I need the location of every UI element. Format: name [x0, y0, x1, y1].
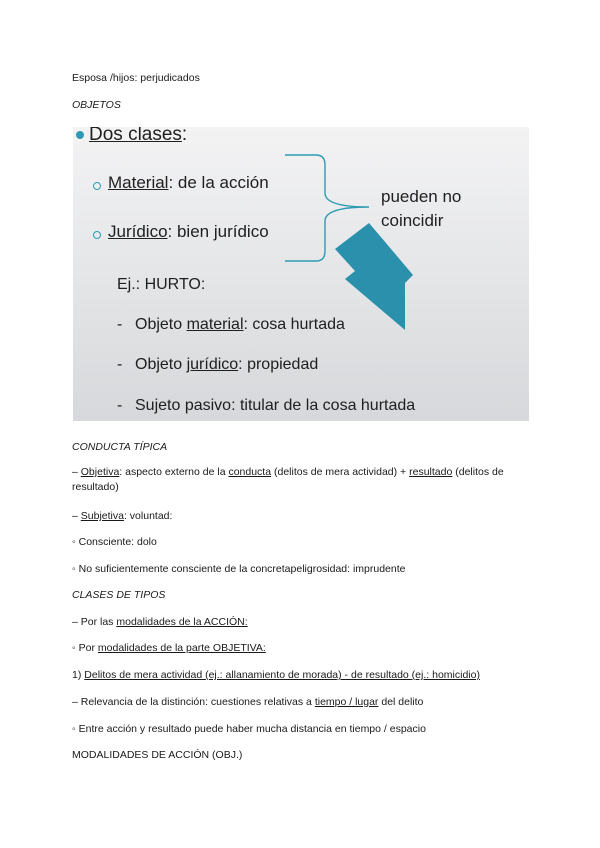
- slide-obj-material: Objeto material: cosa hurtada: [135, 316, 345, 333]
- heading-objetos: OBJETOS: [72, 99, 121, 111]
- para-relevancia: – Relevancia de la distinción: cuestiones relativas a tiempo / lugar del delito: [72, 696, 424, 708]
- para-no-suficiente: ◦ No suficientemente consciente de la concretapeligrosidad: imprudente: [72, 563, 406, 575]
- slide-sujeto-pasivo: Sujeto pasivo: titular de la cosa hurtada: [135, 397, 416, 414]
- para-subjetiva: – Subjetiva: voluntad:: [72, 510, 173, 522]
- para-delitos: 1) Delitos de mera actividad (ej.: allanamiento de morada) - de resultado (ej.: homicidio): [72, 669, 480, 681]
- line-esposa: Esposa /hijos: perjudicados: [72, 72, 200, 84]
- para-entre-accion: ◦ Entre acción y resultado puede haber mucha distancia en tiempo / espacio: [72, 723, 426, 735]
- slide-obj-juridico: Objeto jurídico: propiedad: [135, 356, 319, 373]
- brace-text-2: coincidir: [381, 211, 444, 230]
- para-por-objetiva: ◦ Por modalidades de la parte OBJETIVA:: [72, 642, 266, 654]
- dash-3: -: [117, 397, 123, 414]
- dash-2: -: [117, 356, 123, 373]
- slide-material: Material: de la acción: [108, 173, 269, 192]
- arrow-shape: [335, 223, 413, 330]
- para-objetiva: – Objetiva: aspecto externo de la conducta (delitos de mera actividad) + resultado (delitos de resultado): [72, 466, 504, 493]
- heading-modalidades: MODALIDADES DE ACCIÓN (OBJ.): [72, 749, 243, 761]
- heading-clases: CLASES DE TIPOS: [72, 589, 166, 601]
- para-consciente: ◦ Consciente: dolo: [72, 536, 157, 548]
- brace-and-arrow: [73, 127, 529, 421]
- heading-conducta: CONDUCTA TÍPICA: [72, 441, 168, 453]
- slide-ej-hurto: Ej.: HURTO:: [117, 276, 206, 293]
- slide-juridico: Jurídico: bien jurídico: [108, 222, 269, 241]
- slide-title: Dos clases:: [89, 127, 188, 145]
- para-por-accion: – Por las modalidades de la ACCIÓN:: [72, 616, 248, 628]
- brace-text-1: pueden no: [381, 187, 462, 206]
- dash-1: -: [117, 316, 123, 333]
- slide-image: [73, 127, 529, 421]
